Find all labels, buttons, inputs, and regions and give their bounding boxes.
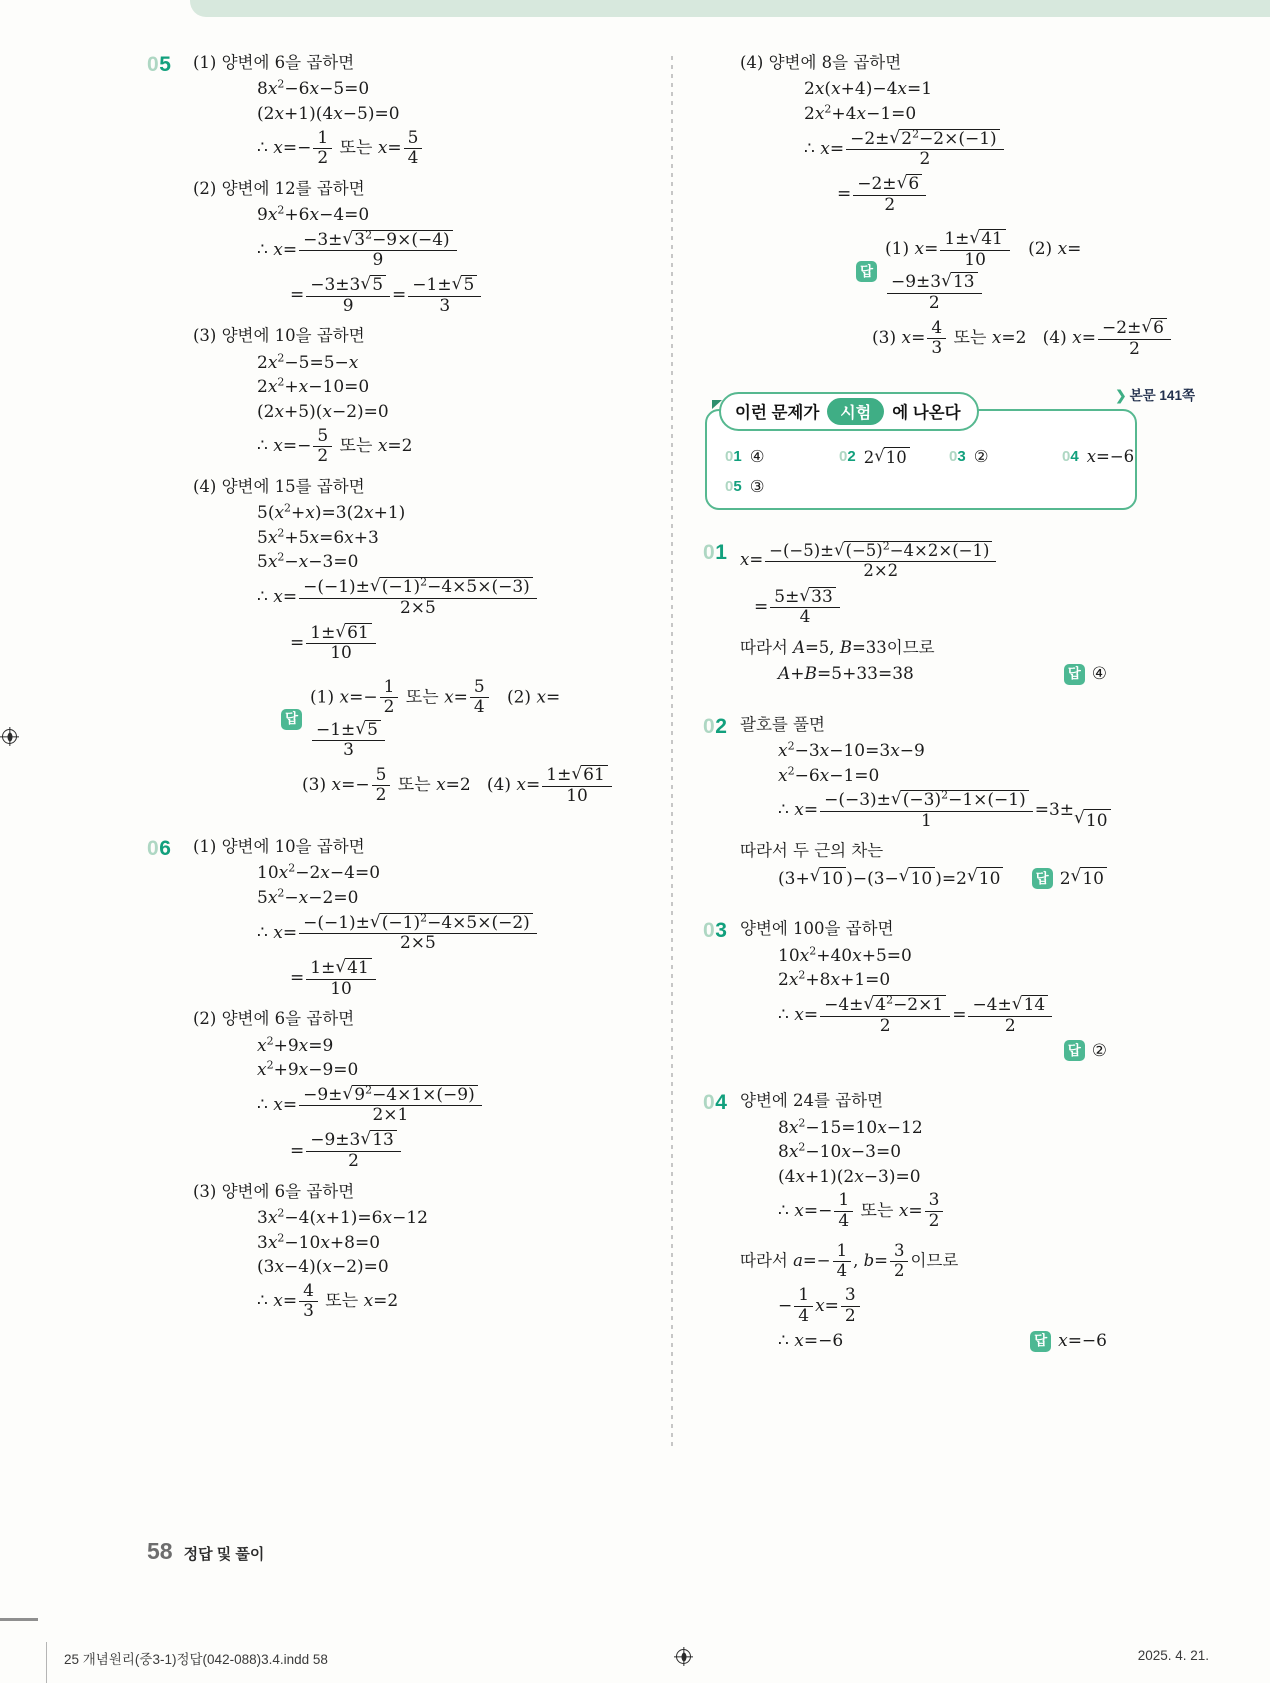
exam-answer-value: x=−6 <box>1086 447 1135 467</box>
solution-line: 괄호를 풀면 <box>740 714 825 734</box>
solution-line: = −9±3 √ 13 2 <box>290 1129 627 1172</box>
solution-line: x= −(−5)± √ $(-5)^2-4\times 2\times(-1)$ 2×2 <box>740 540 1173 582</box>
solution-line: (2x+1)(4x−5)=0 <box>257 104 400 125</box>
solution-line: $10x^2+40x+5=0$ <box>778 944 912 966</box>
answer-tail: 답 x=−6 <box>1030 1330 1107 1352</box>
solution-line: 2x(x+4)−4x=1 <box>804 79 933 100</box>
answer-badge: 답 <box>281 709 302 730</box>
solution-line: (3) x= $\frac{4}{3}$ 또는 x=2 (4) x= −2± √ 6 2 <box>872 317 1173 360</box>
solution-line: 양변에 100을 곱하면 <box>740 919 894 939</box>
problem-02 <box>703 714 1173 893</box>
page-number: 58 <box>147 1538 173 1564</box>
solution-line: ∴ x= −(−3)± √ $(-3)^2-1\times(-1)$ 1 =3± √ 10 <box>778 789 1173 832</box>
solution-line: ∴ x= $\frac{4}{3}$ 또는 x=2 <box>257 1280 399 1322</box>
solution-line: (1) 양변에 6을 곱하면 <box>193 53 355 72</box>
exam-answer-number: 04 <box>1062 448 1079 466</box>
problem-06-continuation <box>703 52 1173 363</box>
problem-number <box>703 52 740 363</box>
solution-line: (3) 양변에 6을 곱하면 <box>193 1181 355 1201</box>
answer-badge: 답 <box>1030 1331 1051 1352</box>
crop-mark <box>0 1618 38 1621</box>
problem-number: 02 <box>703 714 728 738</box>
chevron-icon: ❯ <box>1115 387 1127 403</box>
solution-line: ∴ x=− $\frac{1}{4}$ 또는 x= $\frac{3}{2}$ <box>778 1190 1173 1232</box>
column-divider <box>671 56 673 1446</box>
solution-line: $x^2-3x-10=3x-9$ <box>778 739 925 762</box>
solution-line: = −3±3 √ 5 9 = −1± √ 5 3 <box>290 274 627 317</box>
exam-answer-value: ② <box>973 447 989 467</box>
exam-answer-value: ④ <box>749 447 765 467</box>
page-footer <box>147 1538 264 1565</box>
problem-05 <box>147 52 627 810</box>
problem-01 <box>703 540 1173 688</box>
solution-line: $2x^2+4x-1=0$ <box>804 102 917 125</box>
problem-number: 06 <box>147 836 172 860</box>
answer-line: 답 (1) x=− $\frac{1}{2}$ 또는 x= $\frac{5}{4}$ (2) x= −1± √ 5 3 <box>281 677 627 762</box>
problem-number: 04 <box>703 1091 728 1115</box>
problem-number: 03 <box>703 919 728 943</box>
problem-number: 05 <box>147 53 172 76</box>
exam-answer-01 <box>725 447 839 467</box>
solution-line: $2x^2+x-10=0$ <box>257 375 370 398</box>
solution-line: ∴ x=−6 답 x=−6 <box>778 1331 1107 1352</box>
solution-line: ∴ x= −2± √ $2^2-2\times(-1)$ 2 <box>804 128 1173 171</box>
solution-line: $10x^2-2x-4=0$ <box>257 861 381 884</box>
solution-line: A+B=5+33=38 답 ④ <box>778 664 1107 685</box>
print-info-line <box>64 1648 1209 1668</box>
tab-notch-icon <box>712 400 722 409</box>
problem-06 <box>147 836 627 1325</box>
solution-line: 따라서 A=5, B=33이므로 <box>740 637 935 657</box>
exam-solutions <box>703 540 1173 1355</box>
print-file-name: 25 개념원리(중3-1)정답(042-088)3.4.indd 58 <box>64 1652 328 1667</box>
exam-tab <box>719 392 979 431</box>
solution-line: $5x^2-x-2=0$ <box>257 886 359 908</box>
solution-line: $9x^2+6x-4=0$ <box>257 203 370 226</box>
solution-line: $8x^2-15=10x-12$ <box>778 1116 923 1138</box>
solution-line: $2x^2+8x+1=0$ <box>778 968 891 991</box>
solution-line: $5x^2+5x=6x+3$ <box>257 526 379 548</box>
problem-part-continuation <box>703 52 1173 363</box>
solution-line: $3x^2-4(x+1)=6x-12$ <box>257 1206 428 1228</box>
exam-tab-post: 에 나온다 <box>892 404 961 423</box>
problem-04 <box>703 1090 1173 1354</box>
exam-answer-03 <box>949 447 1062 467</box>
solution-line: $x^2+9x=9$ <box>257 1034 334 1056</box>
solution-line: (2) 양변에 6을 곱하면 <box>193 1009 355 1029</box>
exam-answer-number: 03 <box>949 448 966 466</box>
registration-mark-icon <box>2 729 17 744</box>
answer-badge: 답 <box>856 261 877 282</box>
solution-line: ∴ x= −3± √ $3^2-9\times(-4)$ 9 <box>257 229 627 272</box>
solution-line: (3) x=− $\frac{5}{2}$ 또는 x=2 (4) x= 1± √ 61 10 <box>302 764 627 807</box>
solution-line: (2x+5)(x−2)=0 <box>257 402 389 423</box>
solution-line: $x^2-6x-1=0$ <box>778 764 880 786</box>
answer-line: 답 (1) x= 1± √ 41 10 (2) x= −9±3 √ 13 2 <box>856 228 1173 314</box>
page-reference-label: 본문 141쪽 <box>1129 387 1195 403</box>
solution-line: $3x^2-10x+8=0$ <box>257 1230 381 1253</box>
solution-line: $x^2+9x-9=0$ <box>257 1058 359 1081</box>
solution-line: (2) 양변에 12를 곱하면 <box>193 178 365 198</box>
solution-line: 양변에 24를 곱하면 <box>740 1091 884 1111</box>
solution-line: = 1± √ 61 10 <box>290 622 627 665</box>
solution-line: = 1± √ 41 10 <box>290 957 627 1000</box>
solution-line: ∴ x=− $\frac{5}{2}$ 또는 x=2 <box>257 425 413 467</box>
exam-callout-box <box>705 387 1195 510</box>
exam-answer-value: ③ <box>749 476 765 496</box>
solution-line: ∴ x=− $\frac{1}{2}$ 또는 x= $\frac{5}{4}$ <box>257 128 627 170</box>
solution-line: (3x−4)(x−2)=0 <box>257 1257 389 1278</box>
solution-line: ∴ x= −(−1)± √ $(-1)^2-4\times 5\times(-3)$ 2×5 <box>257 576 627 619</box>
exam-answer-number: 01 <box>725 448 742 466</box>
exam-pill: 시험 <box>827 398 884 425</box>
problem-number: 01 <box>703 540 728 564</box>
solution-line: $5(x^2+x)=3(2x+1)$ <box>257 501 406 524</box>
solution-line: ∴ x= −9± √ $9^2-4\times 1\times(-9)$ 2×1 <box>257 1084 627 1127</box>
solution-line: = 5± √ 33 4 <box>754 586 1173 629</box>
solution-line: 따라서 두 근의 차는 <box>740 841 884 861</box>
solution-line: $5x^2-x-3=0$ <box>257 550 359 573</box>
solution-line: 따라서 a=− $\frac{1}{4}$ , b= $\frac{3}{2}$ 이므로 <box>740 1240 959 1280</box>
solution-line: (4) 양변에 8을 곱하면 <box>740 53 902 72</box>
solution-line: (1) 양변에 10을 곱하면 <box>193 836 365 856</box>
exam-answer-04 <box>1062 447 1134 467</box>
solution-line: = −2± √ 6 2 <box>837 173 1173 216</box>
exam-answer-05 <box>725 477 839 496</box>
exam-answer-list <box>721 435 1135 500</box>
answer-badge: 답 <box>1064 1040 1085 1061</box>
header-bar <box>190 0 1270 17</box>
solution-line: $8x^2-10x-3=0$ <box>778 1140 902 1163</box>
solution-line: − $\frac{1}{4}$ x= $\frac{3}{2}$ <box>778 1285 1173 1327</box>
solution-line: (4x+1)(2x−3)=0 <box>778 1166 921 1187</box>
answer-badge: 답 <box>1032 868 1053 889</box>
answer-tail: 답 2 √ 10 <box>1032 867 1107 890</box>
solution-line: (4) 양변에 15를 곱하면 <box>193 476 365 496</box>
exam-answer-number: 02 <box>839 448 856 466</box>
solution-line <box>778 1040 1173 1062</box>
footer-label: 정답 및 풀이 <box>183 1546 265 1563</box>
solution-line: ∴ x= −(−1)± √ $(-1)^2-4\times 5\times(-2)$ 2×5 <box>257 912 627 955</box>
print-date: 2025. 4. 21. <box>1137 1648 1209 1663</box>
page-reference <box>1115 384 1195 404</box>
solution-line: (3) 양변에 10을 곱하면 <box>193 326 365 346</box>
problem-03 <box>703 918 1173 1064</box>
right-column <box>703 52 1195 1381</box>
solution-line: $2x^2-5=5-x$ <box>257 351 359 373</box>
exam-answer-value: 2 √ 10 <box>864 447 910 467</box>
exam-answer-number: 05 <box>725 477 742 495</box>
solution-line: $8x^2-6x-5=0$ <box>257 77 370 100</box>
solution-line: ∴ x= −4± √ $4^2-2\times 1$ 2 = −4± √ 14 2 <box>778 994 1173 1037</box>
answer-badge: 답 <box>1064 664 1085 685</box>
left-column <box>147 52 627 1351</box>
exam-tab-pre: 이런 문제가 <box>735 404 820 423</box>
solution-line: (3+ √ 10 )−(3− √ 10 )=2 √ 10 답 2 √ 10 <box>778 867 1173 890</box>
crop-mark <box>46 1642 47 1683</box>
exam-answer-02 <box>839 447 949 467</box>
answer-tail: 답 ④ <box>1064 663 1107 685</box>
answer-tail: 답 ② <box>1064 1040 1107 1062</box>
